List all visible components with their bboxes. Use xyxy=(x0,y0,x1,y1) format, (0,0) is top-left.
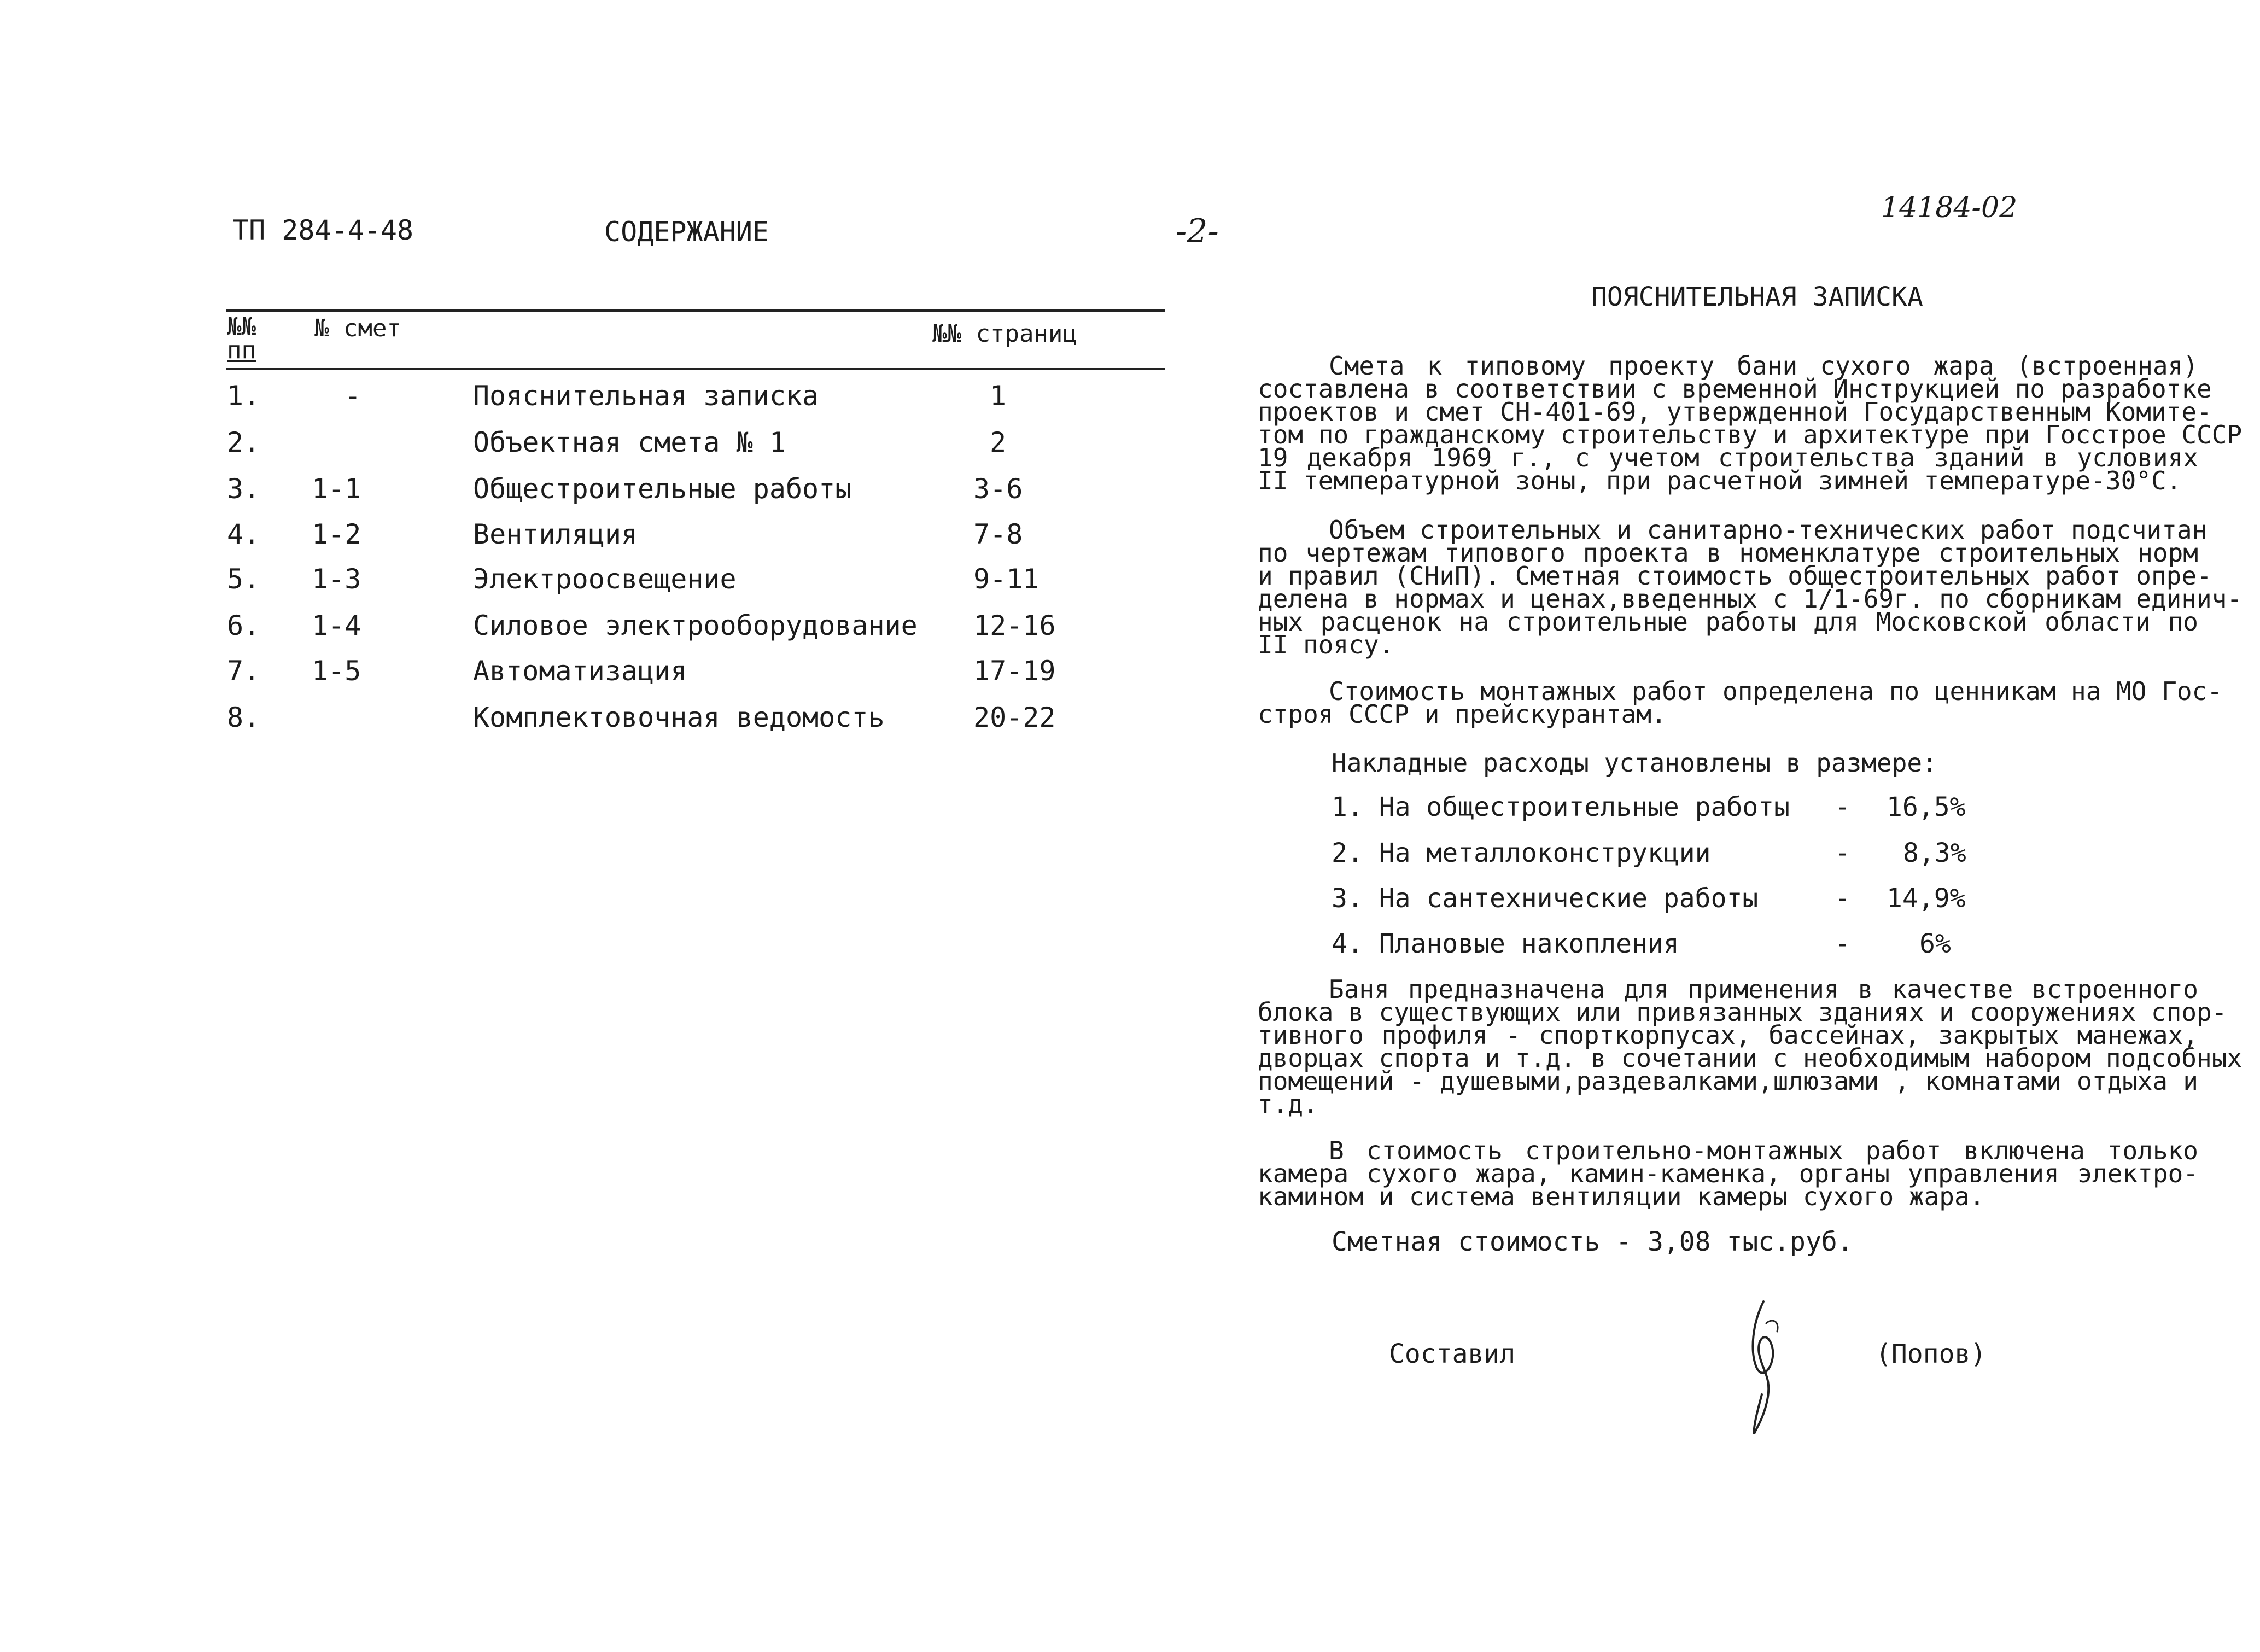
toc-row-num: 2. xyxy=(227,427,260,458)
overhead-dash: - xyxy=(1835,929,1850,959)
note-line: делена в нормах и ценах,введенных с 1/1-69г. по сборникам единич- xyxy=(1258,584,2243,614)
toc-row-title: Пояснительная записка xyxy=(473,380,819,412)
note-line: камином и система вентиляции камеры сухого жара. xyxy=(1258,1182,1985,1211)
overhead-dash: - xyxy=(1835,792,1850,822)
overhead-value: 8,3% xyxy=(1903,838,1966,868)
toc-row-num: 5. xyxy=(227,563,260,595)
toc-row-estimate: 1-1 xyxy=(312,473,361,505)
col-header-num-1: №№ xyxy=(227,313,256,341)
overhead-value: 6% xyxy=(1919,929,1951,959)
toc-row-num: 1. xyxy=(227,380,260,412)
note-paragraph-5 xyxy=(1258,1136,2198,1211)
toc-row xyxy=(0,380,1165,426)
toc-row xyxy=(0,563,1165,609)
note-paragraph-2 xyxy=(1258,515,2243,659)
note-line: II температурной зоны, при расчетной зимней температуре-30°С. xyxy=(1258,466,2182,495)
col-header-pages: №№ страниц xyxy=(932,320,1077,348)
toc-row-num: 3. xyxy=(227,473,260,505)
toc-row-title: Вентиляция xyxy=(473,518,638,550)
doc-number: 14184-02 xyxy=(1881,191,2018,224)
overhead-dash: - xyxy=(1835,883,1850,914)
project-code: ТП 284-4-48 xyxy=(232,214,414,246)
toc-row-estimate: 1-4 xyxy=(312,610,361,641)
note-line: В стоимость строительно-монтажных работ включена только xyxy=(1329,1136,2198,1165)
toc-row-pages: 17-19 xyxy=(973,655,1056,687)
overhead-dash: - xyxy=(1835,838,1850,868)
note-line: составлена в соответствии с временной Инструкцией по разработке xyxy=(1258,374,2212,404)
toc-row-pages: 1 xyxy=(989,380,1007,412)
overhead-value: 14,9% xyxy=(1887,883,1966,914)
toc-row-estimate: 1-3 xyxy=(312,563,361,595)
toc-row-pages: 20-22 xyxy=(973,702,1056,733)
note-line: дворцах спорта и т.д. в сочетании с необходимым набором подсобных xyxy=(1258,1043,2243,1073)
overhead-label: 2. На металлоконструкции xyxy=(1332,838,1711,868)
overhead-label: 4. Плановые накопления xyxy=(1332,929,1679,959)
note-line: II поясу. xyxy=(1258,630,1394,659)
overheads-intro: Накладные расходы установлены в размере: xyxy=(1332,748,1937,778)
toc-row-estimate: 1-5 xyxy=(312,655,361,687)
note-line: камера сухого жара, камин-каменка, органы управления электро- xyxy=(1258,1159,2198,1188)
toc-row-title: Объектная смета № 1 xyxy=(473,427,786,458)
note-line: ных расценок на строительные работы для Московской области по xyxy=(1258,607,2198,637)
note-paragraph-4 xyxy=(1258,974,2243,1119)
toc-row-pages: 9-11 xyxy=(973,563,1040,595)
note-line: по чертежам типового проекта в номенклатуре строительных норм xyxy=(1258,538,2198,568)
note-line: т.д. xyxy=(1258,1089,1318,1119)
toc-row xyxy=(0,518,1165,564)
toc-row xyxy=(0,427,1165,472)
toc-row-title: Общестроительные работы xyxy=(473,473,852,505)
toc-row-title: Силовое электрооборудование xyxy=(473,610,918,641)
toc-row-pages: 2 xyxy=(989,427,1007,458)
estimated-total: Сметная стоимость - 3,08 тыс.руб. xyxy=(1332,1227,1853,1257)
col-header-num-2: пп xyxy=(227,336,256,364)
contents-title: СОДЕРЖАНИЕ xyxy=(604,216,769,248)
toc-row-num: 6. xyxy=(227,610,260,641)
toc-row-title: Автоматизация xyxy=(473,655,687,687)
toc-row xyxy=(0,610,1165,656)
toc-header-rule xyxy=(226,368,1165,370)
note-line: Стоимость монтажных работ определена по ценникам на МО Гос- xyxy=(1329,676,2222,706)
page-mark: -2- xyxy=(1176,212,1219,250)
overhead-label: 1. На общестроительные работы xyxy=(1332,792,1790,822)
note-line: Смета к типовому проекту бани сухого жара (встроенная) xyxy=(1329,351,2198,381)
toc-row-pages: 12-16 xyxy=(973,610,1056,641)
note-line: проектов и смет СН-401-69, утвержденной Государственным Комите- xyxy=(1258,397,2212,427)
note-line: том по гражданскому строительству и архитектуре при Госстрое СССР xyxy=(1258,420,2243,450)
note-line: блока в существующих или привязанных зданиях и сооружениях спор- xyxy=(1258,997,2227,1027)
note-paragraph-3 xyxy=(1258,676,2222,729)
compiled-by-label: Составил xyxy=(1389,1339,1516,1369)
note-line: тивного профиля - спорткорпусах, бассейнах, закрытых манежах, xyxy=(1258,1020,2198,1050)
toc-row-title: Электроосвещение xyxy=(473,563,737,595)
toc-row-estimate: - xyxy=(344,380,361,412)
signature xyxy=(1733,1291,1794,1438)
toc-row-num: 8. xyxy=(227,702,260,733)
note-paragraph-1 xyxy=(1258,351,2243,495)
toc-row-pages: 3-6 xyxy=(973,473,1023,505)
toc-row xyxy=(0,473,1165,519)
toc-row-num: 4. xyxy=(227,518,260,550)
note-line: и правил (СНиП). Сметная стоимость общестроительных работ опре- xyxy=(1258,561,2212,591)
author-name: (Попов) xyxy=(1876,1339,1987,1369)
note-line: строя СССР и прейскурантам. xyxy=(1258,699,1667,729)
note-line: Объем строительных и санитарно-технических работ подсчитан xyxy=(1329,515,2208,545)
note-line: Баня предназначена для применения в качестве встроенного xyxy=(1329,974,2198,1004)
overhead-label: 3. На сантехнические работы xyxy=(1332,883,1759,914)
note-line: помещений - душевыми,раздевалками,шлюзами , комнатами отдыха и xyxy=(1258,1066,2198,1096)
toc-row-pages: 7-8 xyxy=(973,518,1023,550)
note-line: 19 декабря 1969 г., с учетом строительства зданий в условиях xyxy=(1258,443,2198,472)
toc-top-rule xyxy=(226,309,1165,312)
note-title: ПОЯСНИТЕЛЬНАЯ ЗАПИСКА xyxy=(1591,282,1923,312)
toc-row-num: 7. xyxy=(227,655,260,687)
toc-row xyxy=(0,655,1165,701)
overhead-value: 16,5% xyxy=(1887,792,1966,822)
toc-row-estimate: 1-2 xyxy=(312,518,361,550)
toc-row xyxy=(0,702,1165,748)
col-header-estimate: № смет xyxy=(314,314,401,342)
toc-row-title: Комплектовочная ведомость xyxy=(473,702,885,733)
